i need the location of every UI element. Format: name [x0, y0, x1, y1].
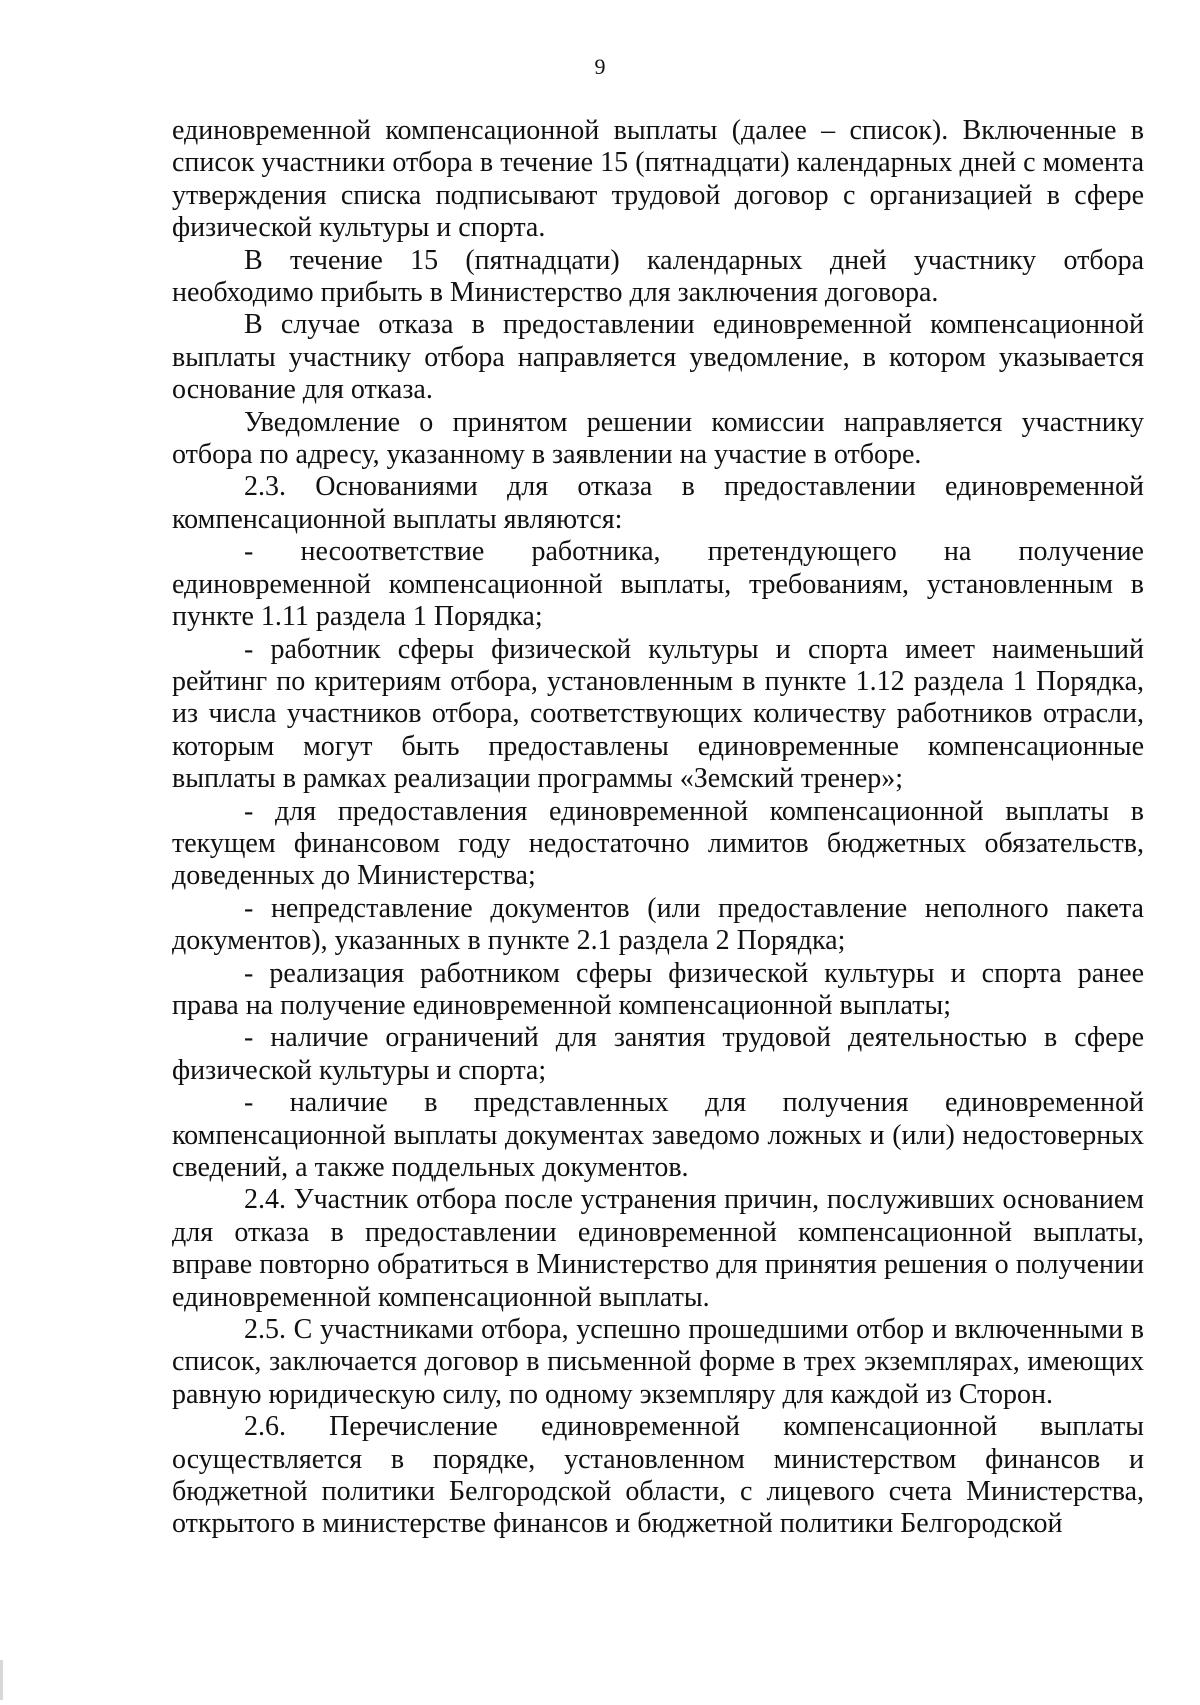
- list-item-insufficient-limits: - для предоставления единовременной компенсационной выплаты в текущем финансовом году недостаточно лимитов бюджетных обязательств, доведенных до Министерства;: [172, 795, 1144, 892]
- list-item-lowest-rating: - работник сферы физической культуры и спорта имеет наименьший рейтинг по критериям отбора, установленным в пункте 1.12 раздела 1 Порядка, из числа участников отбора, соответствующих количеству работников отрасли, которым могут быть предоставлены единовременные компенсационные выплаты в рамках реализации программы «Земский тренер»;: [172, 633, 1144, 795]
- list-item-noncompliance: - несоответствие работника, претендующего на получение единовременной компенсационной выплаты, требованиям, установленным в пункте 1.11 раздела 1 Порядка;: [172, 536, 1144, 633]
- paragraph-section-2-6: 2.6. Перечисление единовременной компенсационной выплаты осуществляется в порядке, установленном министерством финансов и бюджетной политики Белгородской области, с лицевого счета Министерства, открытого в министерстве финансов и бюджетной политики Белгородской: [172, 1411, 1144, 1540]
- list-item-restrictions: - наличие ограничений для занятия трудовой деятельностью в сфере физической культуры и спорта;: [172, 1022, 1144, 1086]
- paragraph-continuation: единовременной компенсационной выплаты (далее – список). Включенные в список участники отбора в течение 15 (пятнадцати) календарных дней с момента утверждения списка подписывают трудовой договор с организацией в сфере физической культуры и спорта.: [172, 115, 1144, 244]
- paragraph-arrival-deadline: В течение 15 (пятнадцати) календарных дней участнику отбора необходимо прибыть в Министерство для заключения договора.: [172, 244, 1144, 309]
- paragraph-section-2-4: 2.4. Участник отбора после устранения причин, послуживших основанием для отказа в предоставлении единовременной компенсационной выплаты, вправе повторно обратиться в Министерство для принятия решения о получении единовременной компенсационной выплаты.: [172, 1184, 1144, 1313]
- paragraph-section-2-5: 2.5. С участниками отбора, успешно прошедшими отбор и включенными в список, заключается договор в письменной форме в трех экземплярах, имеющих равную юридическую силу, по одному экземпляру для каждой из Сторон.: [172, 1314, 1144, 1410]
- document-body: [172, 115, 1144, 1541]
- list-item-missing-documents: - непредставление документов (или предоставление неполного пакета документов), указанных в пункте 2.1 раздела 2 Порядка;: [172, 892, 1144, 957]
- scan-edge-mark: [0, 1660, 3, 1700]
- page-number: 9: [594, 54, 606, 79]
- paragraph-section-2-3: 2.3. Основаниями для отказа в предоставлении единовременной компенсационной выплаты являются:: [172, 471, 1144, 535]
- list-item-false-documents: - наличие в представленных для получения единовременной компенсационной выплаты документах заведомо ложных и (или) недостоверных сведений, а также поддельных документов.: [172, 1087, 1144, 1183]
- paragraph-decision-notice: Уведомление о принятом решении комиссии направляется участнику отбора по адресу, указанному в заявлении на участие в отборе.: [172, 406, 1144, 471]
- paragraph-refusal-notice: В случае отказа в предоставлении единовременной компенсационной выплаты участнику отбора направляется уведомление, в котором указывается основание для отказа.: [172, 309, 1144, 406]
- list-item-prior-right: - реализация работником сферы физической культуры и спорта ранее права на получение единовременной компенсационной выплаты;: [172, 957, 1144, 1021]
